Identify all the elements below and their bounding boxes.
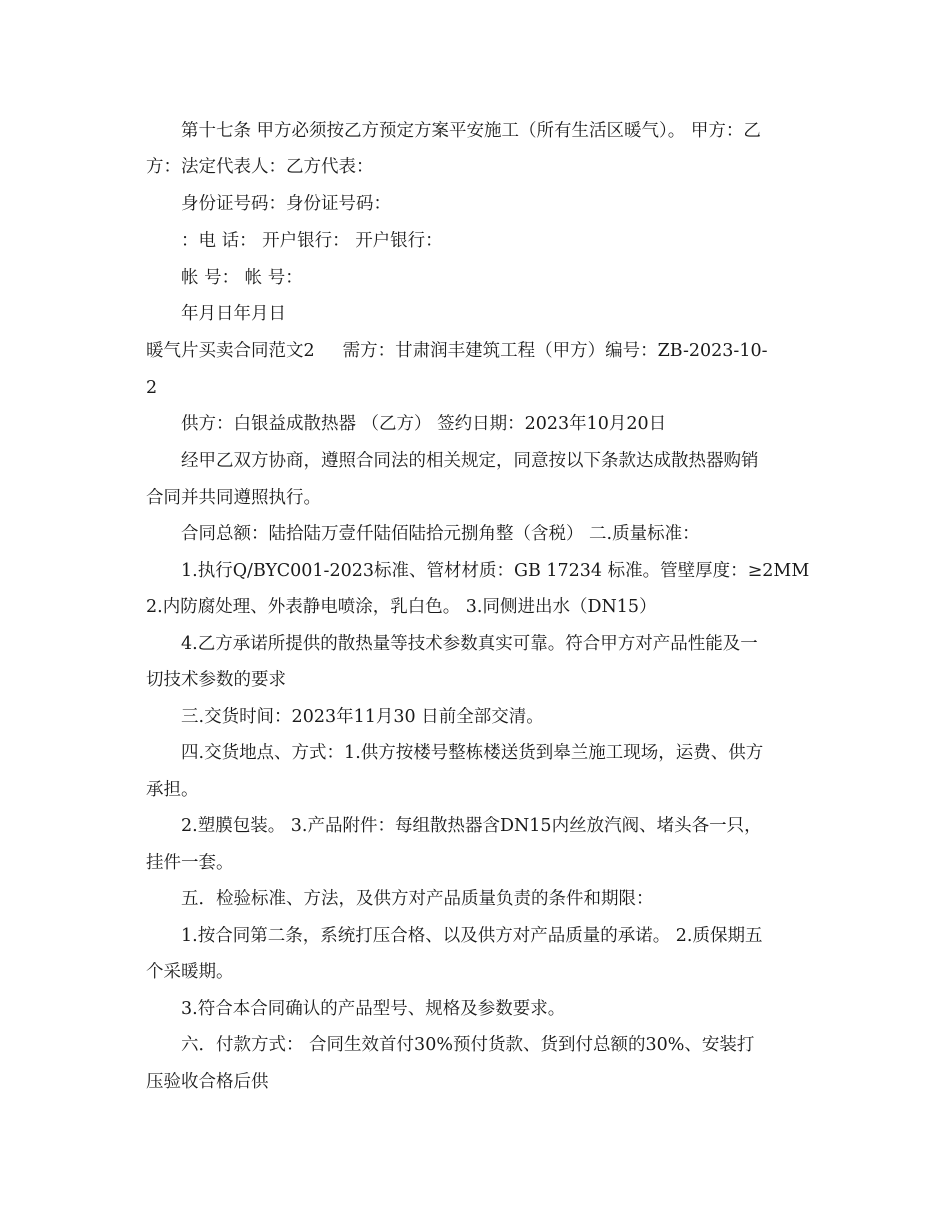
paragraph-line: 第十七条 甲方必须按乙方预定方案平安施工（所有生活区暖气）。 甲方：乙 <box>181 121 761 141</box>
paragraph-line: 年月日年月日 <box>181 304 286 324</box>
paragraph-line: 个采暖期。 <box>146 962 234 982</box>
paragraph-line: 2.塑膜包装。 3.产品附件：每组散热器含DN15内丝放汽阀、堵头各一只， <box>181 816 762 836</box>
paragraph-line: 方：法定代表人：乙方代表： <box>146 157 374 177</box>
paragraph-line: 1.执行Q/BYC001-2023标准、管材材质：GB 17234 标准。管壁厚度：≥2MM <box>181 561 810 581</box>
paragraph-line: 合同并共同遵照执行。 <box>146 488 321 508</box>
paragraph-line: 合同总额：陆拾陆万壹仟陆佰陆拾元捌角整（含税） 二.质量标准： <box>181 524 700 544</box>
paragraph-line: 承担。 <box>146 780 199 800</box>
paragraph-line: 1.按合同第二条，系统打压合格、以及供方对产品质量的承诺。 2.质保期五 <box>181 926 763 946</box>
paragraph-line: 4.乙方承诺所提供的散热量等技术参数真实可靠。符合甲方对产品性能及一 <box>181 634 758 654</box>
paragraph-line: 压验收合格后供 <box>146 1072 269 1092</box>
paragraph-line: 切技术参数的要求 <box>146 670 286 690</box>
paragraph-line: 三.交货时间：2023年11月30 日前全部交清。 <box>181 707 544 727</box>
paragraph-line: 3.符合本合同确认的产品型号、规格及参数要求。 <box>181 999 566 1019</box>
paragraph-line: 供方：白银益成散热器 （乙方） 签约日期：2023年10月20日 <box>181 414 667 434</box>
paragraph-line: 五．检验标准、方法，及供方对产品质量负责的条件和期限： <box>181 889 654 909</box>
paragraph-line: 身份证号码：身份证号码： <box>181 194 391 214</box>
paragraph-line: 2 <box>146 378 158 398</box>
paragraph-line: 经甲乙双方协商，遵照合同法的相关规定，同意按以下条款达成散热器购销 <box>181 451 759 471</box>
paragraph-line: 挂件一套。 <box>146 853 234 873</box>
buyer-info: 需方：甘肃润丰建筑工程（甲方）编号：ZB-2023-10- <box>342 341 768 361</box>
title-and-buyer-line <box>146 339 768 363</box>
paragraph-line: 帐 号： 帐 号： <box>181 268 303 288</box>
paragraph-line: 2.内防腐处理、外表静电喷涂，乳白色。 3.同侧进出水（DN15） <box>146 597 657 617</box>
contract-title: 暖气片买卖合同范文2 <box>146 341 315 361</box>
paragraph-line: ：电 话： 开户银行： 开户银行： <box>181 231 443 251</box>
paragraph-line: 六．付款方式： 合同生效首付30%预付货款、货到付总额的30%、安装打 <box>181 1035 755 1055</box>
paragraph-line: 四.交货地点、方式：1.供方按楼号整栋楼送货到皋兰施工现场，运费、供方 <box>181 743 764 763</box>
